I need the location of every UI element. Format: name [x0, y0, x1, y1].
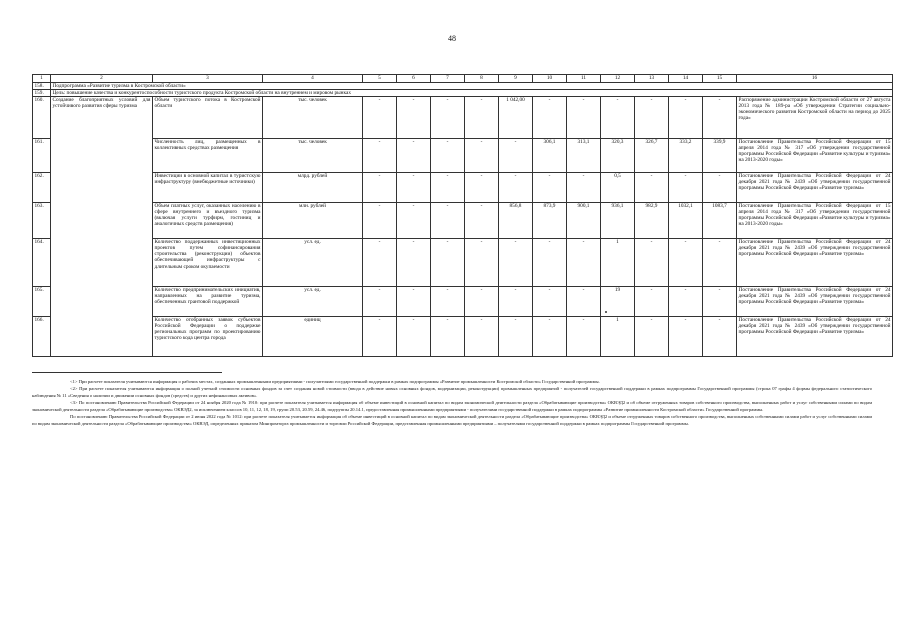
value-cell: - [499, 317, 533, 357]
value-cell: - [465, 287, 499, 317]
unit: млрд. рублей [263, 173, 363, 203]
stray-mark [605, 311, 607, 313]
value-cell: - [669, 239, 703, 287]
header-cell: 15 [703, 75, 737, 83]
value-cell: 1 042,00 [499, 97, 533, 139]
value-cell: - [397, 287, 431, 317]
value-cell: - [363, 139, 397, 173]
value-cell: - [601, 97, 635, 139]
page-number: 48 [448, 34, 456, 43]
value-cell: - [533, 173, 567, 203]
value-cell: - [431, 239, 465, 287]
value-cell: - [363, 173, 397, 203]
value-cell: - [431, 173, 465, 203]
value-cell: 856,8 [499, 203, 533, 239]
row-number: 161. [33, 139, 51, 173]
value-cell: - [703, 173, 737, 203]
value-cell: - [465, 139, 499, 173]
section-title: Подпрограмма «Развитие туризма в Костромской области» [51, 83, 893, 90]
value-cell: - [669, 287, 703, 317]
unit: усл. ед. [263, 239, 363, 287]
value-cell: - [533, 239, 567, 287]
value-cell: - [635, 97, 669, 139]
value-cell: 0,5 [601, 173, 635, 203]
header-row [33, 75, 893, 83]
unit: тыс. человек [263, 139, 363, 173]
value-cell: - [567, 317, 601, 357]
row-number: 163. [33, 203, 51, 239]
value-cell: - [499, 139, 533, 173]
value-cell: - [397, 203, 431, 239]
value-cell: 900,1 [567, 203, 601, 239]
value-cell: 313,1 [567, 139, 601, 173]
unit: тыс. человек [263, 97, 363, 139]
value-cell: - [397, 317, 431, 357]
legal-basis: Постановление Правительства Российской Федерации от 24 декабря 2021 года № 2439 «Об утверждении государственной программы Российской Федерации «Развитие туризма» [737, 173, 893, 203]
footnote-rule [32, 372, 222, 373]
value-cell: - [533, 287, 567, 317]
value-cell: - [499, 287, 533, 317]
value-cell: 306,1 [533, 139, 567, 173]
header-cell: 3 [153, 75, 263, 83]
table-row [33, 317, 893, 357]
indicator-name: Количество поддержанных инвестиционных проектов путем софинансирования строительства (реконструкции) объектов обеспечивающей инфраструктуры с длительным сроком окупаемости [153, 239, 263, 287]
header-cell: 5 [363, 75, 397, 83]
value-cell: 339,9 [703, 139, 737, 173]
legal-basis: Постановление Правительства Российской Федерации от 15 апреля 2014 года № 317 «Об утверждении государственной программы Российской Федерации «Развитие культуры и туризма» на 2013-2020 годы» [737, 203, 893, 239]
value-cell: - [669, 97, 703, 139]
value-cell: - [465, 239, 499, 287]
value-cell: - [363, 317, 397, 357]
value-cell: - [465, 203, 499, 239]
value-cell: - [363, 287, 397, 317]
value-cell: - [397, 97, 431, 139]
value-cell: 333,2 [669, 139, 703, 173]
value-cell: - [703, 239, 737, 287]
value-cell: 982,9 [635, 203, 669, 239]
value-cell: - [431, 97, 465, 139]
value-cell: 1 [601, 317, 635, 357]
header-cell: 2 [51, 75, 153, 83]
indicator-name: Численность лиц, размещенных в коллективных средствах размещения [153, 139, 263, 173]
row-number: 165. [33, 287, 51, 317]
unit: млн. рублей [263, 203, 363, 239]
footnote: <2> При расчете показателя учитываются информация о полной учетной стоимости основных фондов за счет создания новой стоимости (ввода в действие новых основных фондов, модернизации, реконструкции) промышленных предприятий - получателей государственной поддержки в рамках подпрограммы Государственной программы (строка 07 графы 4 формы федерального статистического наблюдения № 11 «Сведения о наличии и движении основных фондов (средств) и других нефинансовых активов». [32, 386, 872, 398]
table-row [33, 203, 893, 239]
value-cell: - [431, 203, 465, 239]
header-cell: 13 [635, 75, 669, 83]
indicators-table [32, 74, 893, 357]
legal-basis: Постановление Правительства Российской Федерации от 24 декабря 2021 года № 2439 «Об утверждении государственной программы Российской Федерации «Развитие туризма» [737, 317, 893, 357]
value-cell: 1 [601, 239, 635, 287]
table-row [33, 239, 893, 287]
value-cell: - [669, 317, 703, 357]
value-cell: - [635, 287, 669, 317]
legal-basis: Постановление Правительства Российской Федерации от 15 апреля 2014 года № 317 «Об утверждении государственной программы Российской Федерации «Развитие культуры и туризма» на 2013-2020 годы» [737, 139, 893, 173]
unit: единиц [263, 317, 363, 357]
indicator-name: Количество предпринимательских инициатив, направленных на развитие туризма, обеспеченных грантовой поддержкой [153, 287, 263, 317]
value-cell: 326,7 [635, 139, 669, 173]
value-cell: - [567, 239, 601, 287]
value-cell: - [397, 239, 431, 287]
value-cell: - [703, 317, 737, 357]
header-cell: 6 [397, 75, 431, 83]
task-cell: Создание благоприятных условий для устойчивого развития сферы туризма [51, 97, 153, 357]
value-cell: - [635, 173, 669, 203]
value-cell: 320,3 [601, 139, 635, 173]
section-row [33, 90, 893, 97]
header-cell: 4 [263, 75, 363, 83]
value-cell: - [567, 287, 601, 317]
table-row [33, 173, 893, 203]
legal-basis: Постановление Правительства Российской Федерации от 24 декабря 2021 года № 2439 «Об утверждении государственной программы Российской Федерации «Развитие туризма» [737, 239, 893, 287]
value-cell: 19 [601, 287, 635, 317]
value-cell: - [567, 97, 601, 139]
value-cell: - [363, 203, 397, 239]
value-cell: - [669, 173, 703, 203]
value-cell: - [431, 139, 465, 173]
unit: усл. ед. [263, 287, 363, 317]
value-cell: - [533, 97, 567, 139]
header-cell: 1 [33, 75, 51, 83]
value-cell: - [567, 173, 601, 203]
value-cell: - [431, 317, 465, 357]
indicator-name: Объем платных услуг, оказанных населению в сфере внутреннего и въездного туризма (включая услуги турфирм, гостиниц и аналогичных средств размещения) [153, 203, 263, 239]
value-cell: 1083,7 [703, 203, 737, 239]
value-cell: - [465, 97, 499, 139]
header-cell: 12 [601, 75, 635, 83]
value-cell: - [431, 287, 465, 317]
footnote: По постановлению Правительства Российской Федерации от 2 июня 2022 года № 1012: при расчете показателя учитывается информация об объеме инвестиций в основной капитал по видам экономической деятельности раздела «Обрабатывающие производства» ОКВЭД2 и объеме отгруженных товаров собственного производства, выполненных собственными силами работ и услуг собственными силами по видам экономической деятельности раздела «Обрабатывающие производства» ОКВЭД, определенных приказом Минпромторга промышленности и торговли Российской Федерации, представленная промышленными предприятиями – получателями государственной поддержки в рамках подпрограммы Государственной программы. [32, 414, 872, 426]
legal-basis: Распоряжение администрации Костромской области от 27 августа 2013 года № 189-ра «Об утверждении Стратегии социально-экономического развития Костромской области на период до 2025 года» [737, 97, 893, 139]
section-title: Цель: повышение качества и конкурентоспособности туристского продукта Костромской области на внутреннем и мировом рынках [51, 90, 893, 97]
value-cell: - [465, 173, 499, 203]
value-cell: 936,1 [601, 203, 635, 239]
table-row [33, 97, 893, 139]
legal-basis: Постановление Правительства Российской Федерации от 24 декабря 2021 года № 2439 «Об утверждении государственной программы Российской Федерации «Развитие туризма» [737, 287, 893, 317]
value-cell: - [703, 97, 737, 139]
value-cell: - [397, 139, 431, 173]
value-cell: 1032,1 [669, 203, 703, 239]
row-number: 162. [33, 173, 51, 203]
value-cell: - [499, 173, 533, 203]
indicator-name: Объем туристского потока в Костромской области [153, 97, 263, 139]
table-row [33, 139, 893, 173]
value-cell: - [465, 317, 499, 357]
footnotes [32, 378, 872, 427]
header-cell: 14 [669, 75, 703, 83]
row-number: 158. [33, 83, 51, 90]
value-cell: - [397, 173, 431, 203]
value-cell: - [499, 239, 533, 287]
value-cell: 873,9 [533, 203, 567, 239]
header-cell: 9 [499, 75, 533, 83]
row-number: 164. [33, 239, 51, 287]
value-cell: - [533, 317, 567, 357]
header-cell: 8 [465, 75, 499, 83]
header-cell: 7 [431, 75, 465, 83]
value-cell: - [703, 287, 737, 317]
indicator-name: Инвестиции в основной капитал в туристскую инфраструктуру (внебюджетные источники) [153, 173, 263, 203]
table-row [33, 287, 893, 317]
row-number: 159. [33, 90, 51, 97]
value-cell: - [635, 317, 669, 357]
footnote: <3> По постановлению Правительства Российской Федерации от 24 ноября 2020 года № 1910: при расчете показателя учитывается информация об объеме инвестиций в основной капитал по видам экономической деятельности раздела «Обрабатывающие производства» ОКВЭД2 и об объеме отгруженных товаров собственного производства, выполненных работ и услуг собственными силами по видам экономической деятельности раздела «Обрабатывающие производства» ОКВЭД2, за исключением классов 10, 11, 12, 18, 19, групп 20.53, 20.59, 24.46, подгруппы 20.14.1, предоставленная промышленными предприятиями - получателями государственной поддержки в рамках подпрограммы «Развитие промышленности Костромской области» Государственной программы. [32, 400, 872, 412]
value-cell: - [363, 239, 397, 287]
section-row [33, 83, 893, 90]
value-cell: - [635, 239, 669, 287]
row-number: 166. [33, 317, 51, 357]
header-cell: 11 [567, 75, 601, 83]
row-number: 160. [33, 97, 51, 139]
value-cell: - [363, 97, 397, 139]
header-cell: 16 [737, 75, 893, 83]
footnote: <1> При расчете показателя учитываются информация о рабочих местах, созданных промышленными предприятиями - получателями государственной поддержки в рамках подпрограммы «Развитие промышленности Костромской области» Государственной программы. [70, 379, 600, 384]
indicator-name: Количество отобранных заявок субъектов Российской Федерации о поддержке региональных программ по проектированию туристского кода центра города [153, 317, 263, 357]
header-cell: 10 [533, 75, 567, 83]
